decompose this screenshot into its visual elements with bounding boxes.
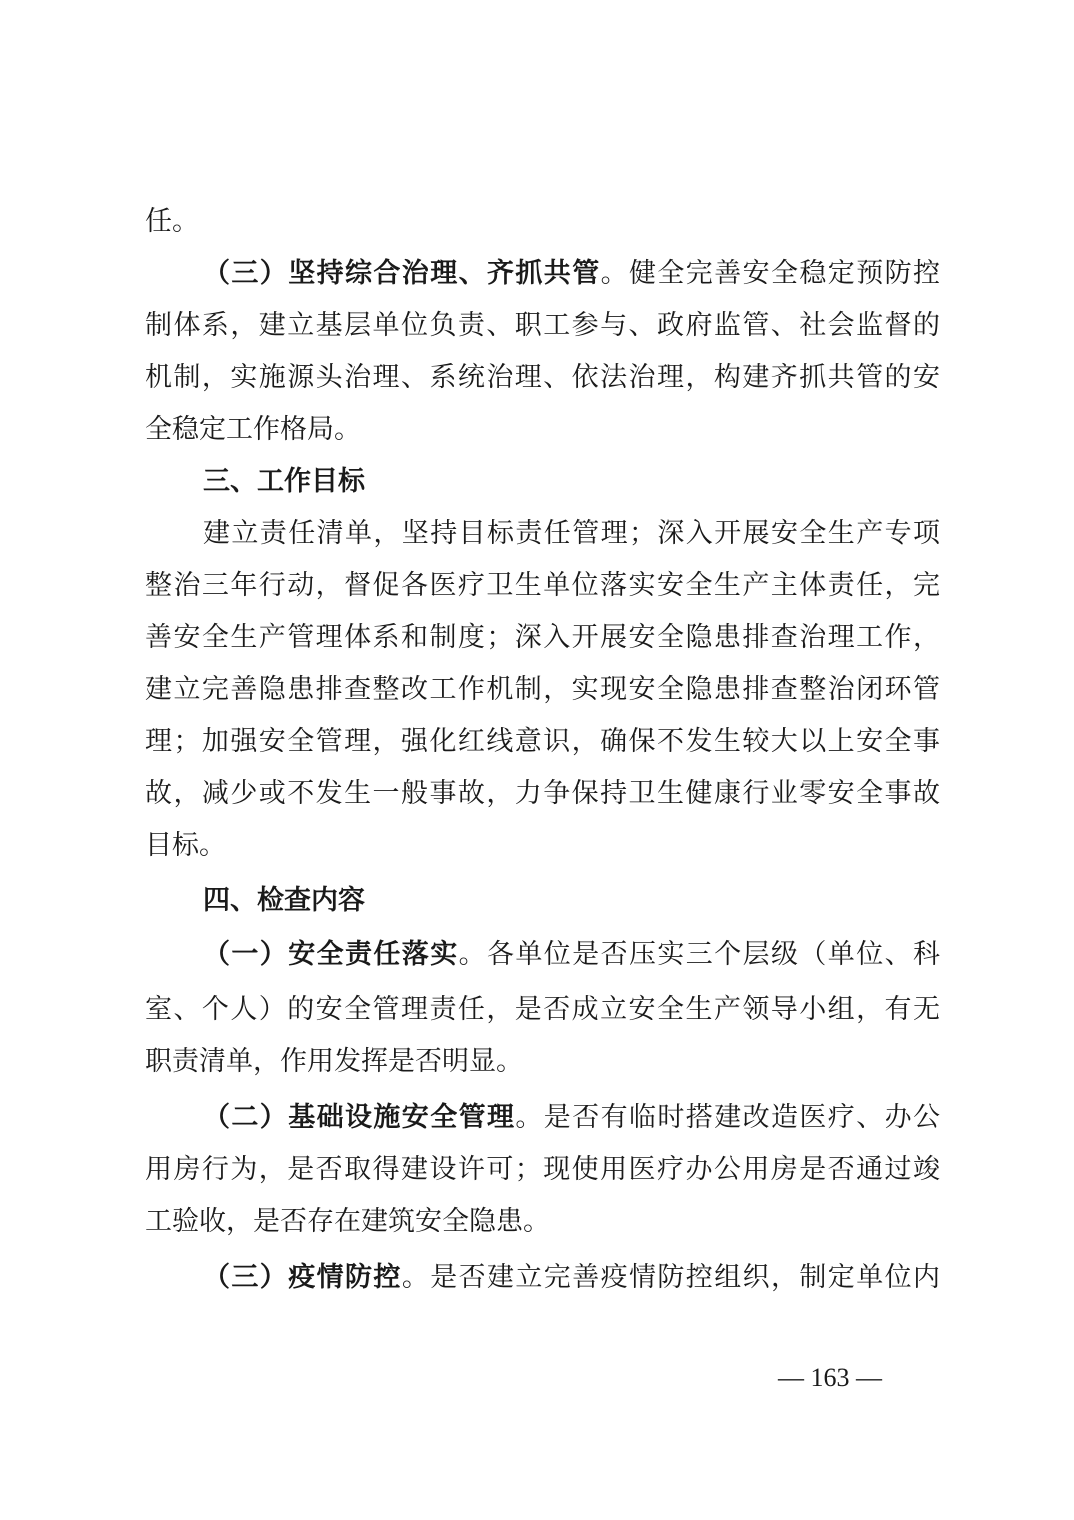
paragraph-line: 职责清单，作用发挥是否明显。 (145, 1046, 523, 1077)
paragraph-line: 故，减少或不发生一般事故，力争保持卫生健康行业零安全事故 (145, 778, 940, 809)
paragraph-line: 目标。 (145, 830, 226, 861)
paragraph-line: 制体系，建立基层单位负责、职工参与、政府监管、社会监督的 (145, 310, 940, 341)
paragraph-line: 任。 (145, 206, 199, 237)
paragraph-line (203, 1258, 940, 1298)
section-heading: 四、检查内容 (203, 885, 365, 916)
paragraph-line: 建立责任清单，坚持目标责任管理；深入开展安全生产专项 (203, 518, 940, 549)
paragraph-text: 。健全完善安全稳定预防控 (600, 258, 940, 289)
paragraph-line (203, 935, 940, 975)
section-heading: 三、工作目标 (203, 466, 365, 497)
paragraph-line: 理；加强安全管理，强化红线意识，确保不发生较大以上安全事 (145, 726, 940, 757)
paragraph-text: 。各单位是否压实三个层级（单位、科 (458, 939, 940, 970)
paragraph-line: 机制，实施源头治理、系统治理、依法治理，构建齐抓共管的安 (145, 362, 940, 393)
paragraph-line: 建立完善隐患排查整改工作机制，实现安全隐患排查整治闭环管 (145, 674, 940, 705)
subsection-title: （一）安全责任落实 (203, 939, 459, 970)
subsection-title: （三）疫情防控 (203, 1262, 402, 1293)
paragraph-line (203, 1098, 940, 1138)
paragraph-line (203, 254, 940, 294)
paragraph-text: 。是否建立完善疫情防控组织，制定单位内 (401, 1262, 940, 1293)
paragraph-line: 全稳定工作格局。 (145, 414, 361, 445)
paragraph-line: 用房行为，是否取得建设许可；现使用医疗办公用房是否通过竣 (145, 1154, 940, 1185)
subsection-title: （二）基础设施安全管理 (203, 1102, 516, 1133)
subsection-title: （三）坚持综合治理、齐抓共管 (203, 258, 601, 289)
paragraph-line: 善安全生产管理体系和制度；深入开展安全隐患排查治理工作， (145, 622, 940, 653)
page-number: — 163 — (778, 1363, 882, 1392)
paragraph-line: 室、个人）的安全管理责任，是否成立安全生产领导小组，有无 (145, 994, 940, 1025)
paragraph-line: 工验收，是否存在建筑安全隐患。 (145, 1206, 550, 1237)
paragraph-line: 整治三年行动，督促各医疗卫生单位落实安全生产主体责任，完 (145, 570, 940, 601)
paragraph-text: 。是否有临时搭建改造医疗、办公 (515, 1102, 940, 1133)
